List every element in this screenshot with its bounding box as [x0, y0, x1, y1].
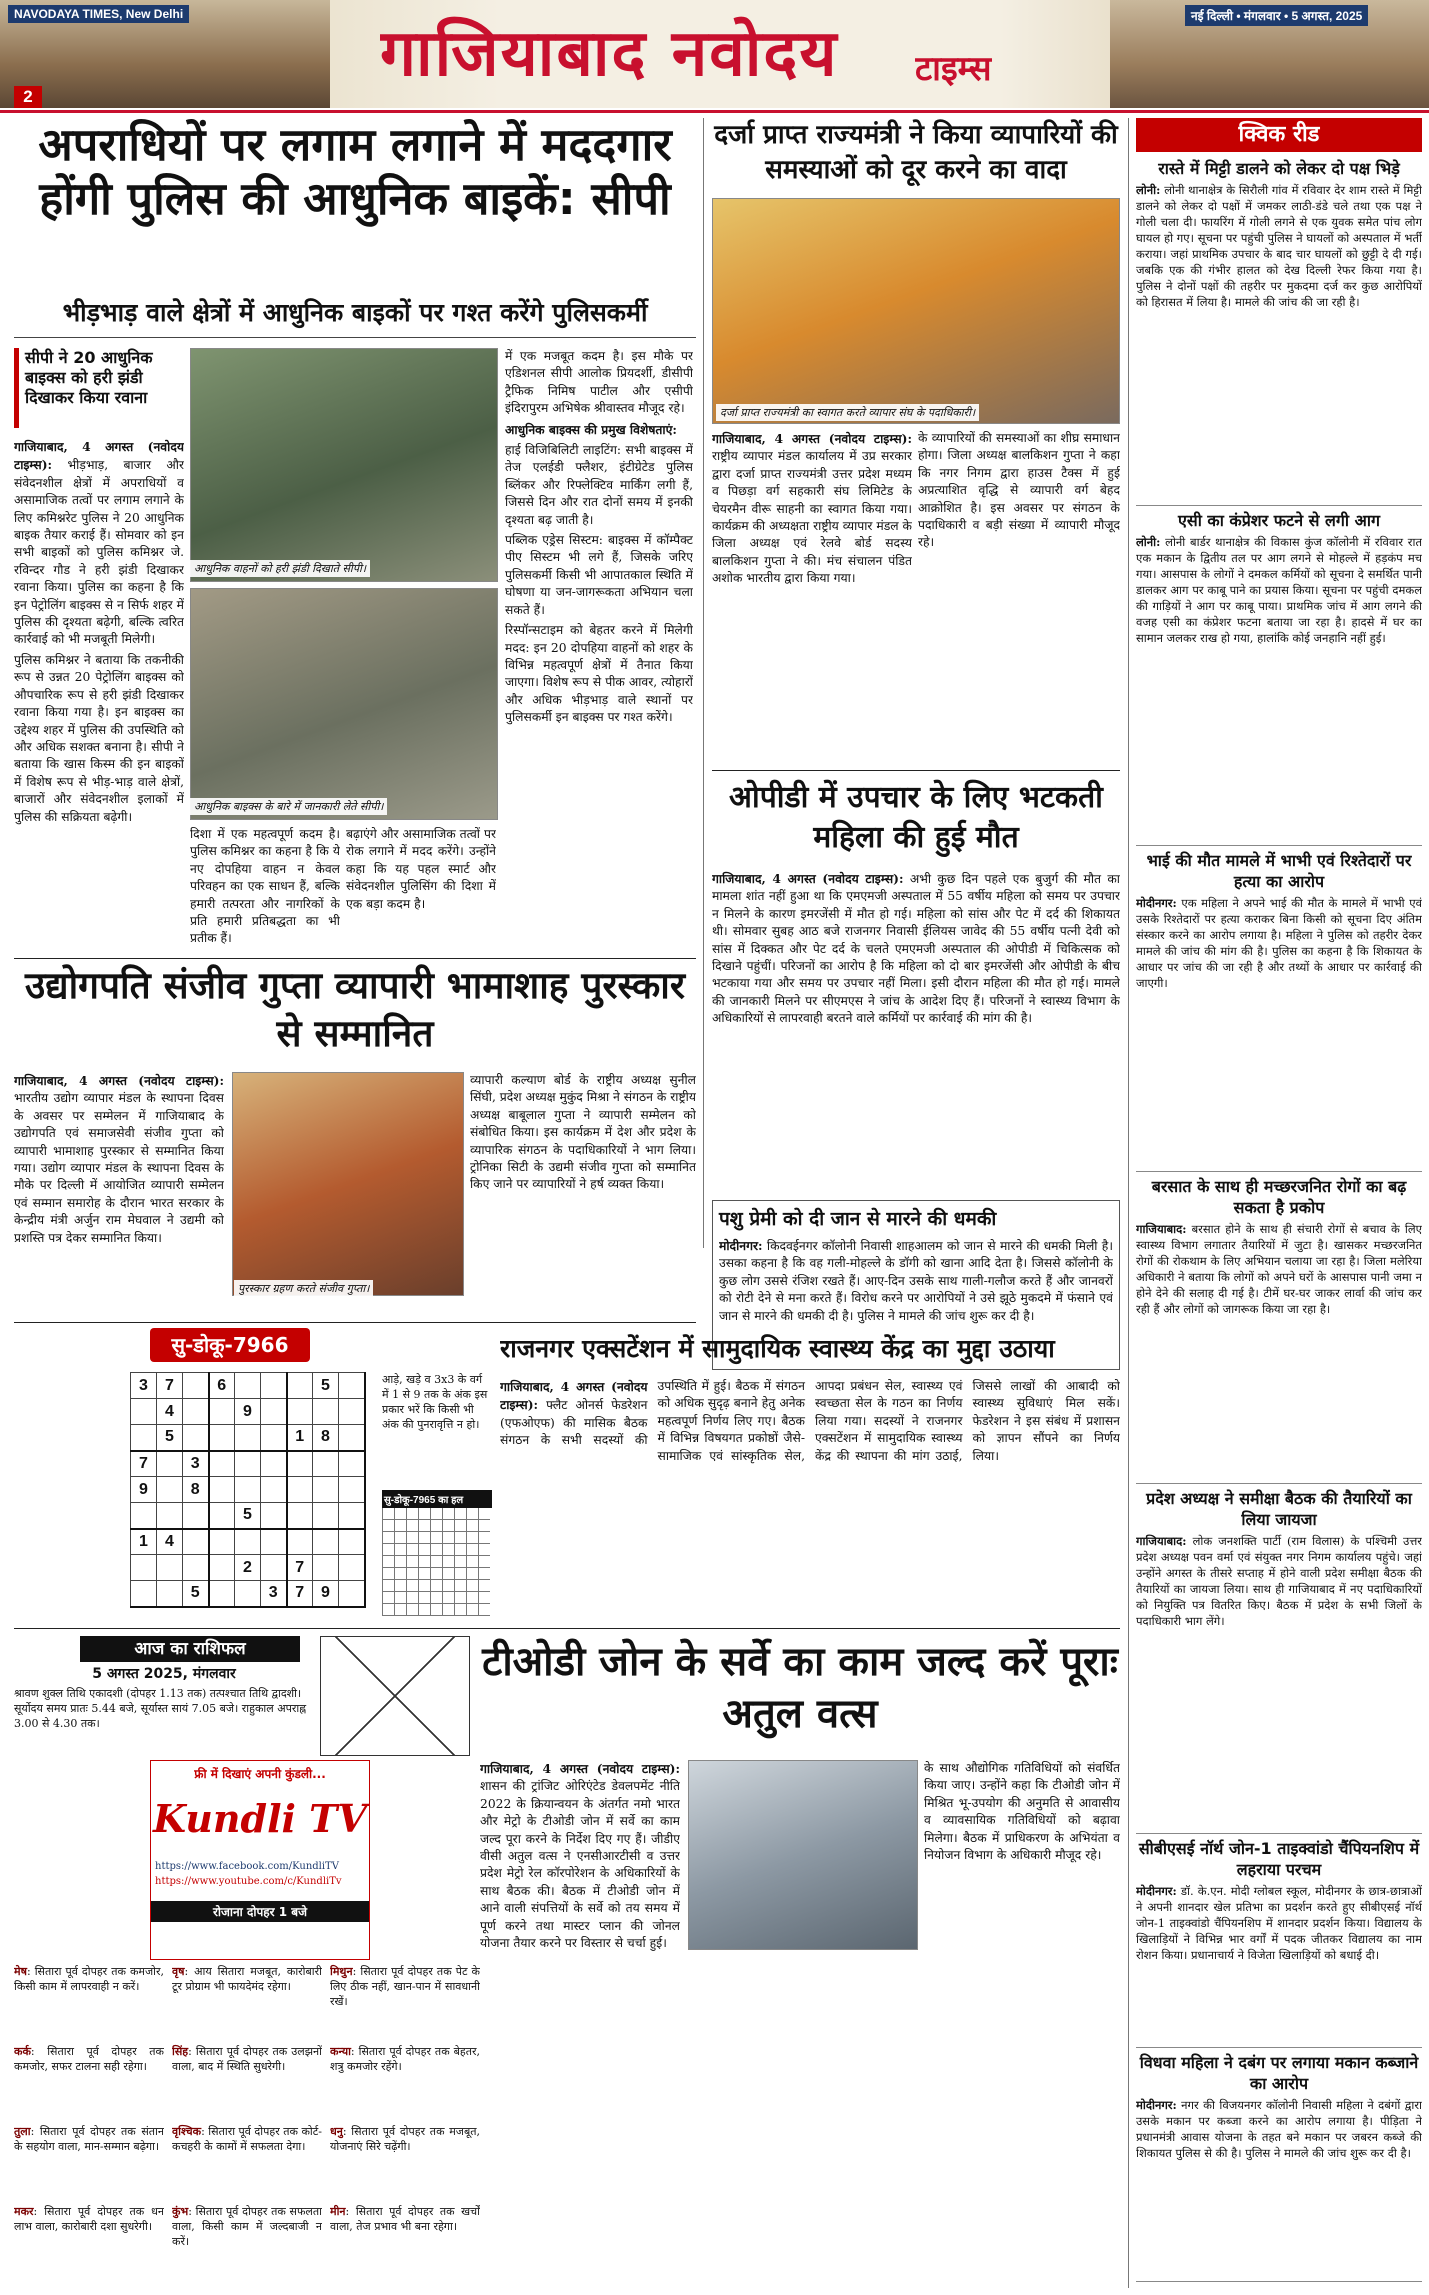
udyog-headline: उद्योगपति संजीव गुप्ता व्यापारी भामाशाह पुरस्कार से सम्मानित: [25, 964, 685, 1055]
sudoku-cell: [235, 1581, 261, 1607]
sudoku-cell: [339, 1581, 365, 1607]
masthead-title: गाजियाबाद नवोदय: [380, 17, 839, 91]
sudoku-cell: [339, 1529, 365, 1555]
quick-item-body: लोनी थानाक्षेत्र के सिरौली गांव में रविवार देर शाम रास्ते में मिट्टी डालने को लेकर दो पक्षों में जमकर लाठी-डंडे चले तथा एक पक्ष ने गोली चला दी। फायरिंग में गोली लगने से एक युवक समेत पांच लोग घायल हो गए। सूचना पर पहुंची पुलिस ने घायलों को अस्पताल में भर्ती कराया। जहां प्राथमिक उपचार के बाद चार घायलों को छुट्टी दे दी गई। जबकि एक की गंभीर हालत को देख दिल्ली रेफर किया गया है। पुलिस ने दोनों पक्षों की तहरीर पर मुकदमा दर्ज कर कुछ आरोपियों को हिरासत में लिया है। मामले की जांच की जा रही है।: [1136, 183, 1422, 309]
sudoku-cell: [235, 1477, 261, 1503]
sudoku-cell: [313, 1555, 339, 1581]
rashi-text: सितारा पूर्व दोपहर तक बेहतर, शत्रु कमजोर रहेंगे।: [330, 2045, 480, 2073]
quick-item-headline: रास्ते में मिट्टी डालने को लेकर दो पक्ष भिड़े: [1158, 159, 1400, 178]
rashi-item: मकर: सितारा पूर्व दोपहर तक धन लाभ वाला, कारोबारी दशा सुधरेगी।: [14, 2205, 164, 2233]
sudoku-grid: [130, 1372, 366, 1608]
rashi-name: वृश्चिक: [172, 2125, 202, 2138]
sudoku-label-text: सु-डोकू-7966: [171, 1333, 289, 1357]
main-body-1-text: भीड़भाड़, बाजार और संवेदनशील क्षेत्रों में अपराधियों व असामाजिक तत्वों पर लगाम लगाने के लिए कमिश्नरेट पुलिस ने 20 आधुनिक बाइक तैयार कराई हैं। सोमवार को इन सभी बाइकों को पुलिस कमिश्नर जे. रविन्दर गौड ने हरी झंडी दिखाकर रवाना किया। पुलिस का कहना है कि इन पेट्रोलिंग बाइक्स से न सिर्फ शहर में पुलिस की दृश्यता बढ़ेगी, बल्कि त्वरित कार्रवाई को भी मजबूती मिलेगी।: [14, 458, 184, 647]
quick-item-headline: भाई की मौत मामले में भाभी एवं रिश्तेदारों पर हत्या का आरोप: [1146, 851, 1412, 891]
quick-item: [1136, 1488, 1422, 1834]
main-caption-1: आधुनिक वाहनों को हरी झंडी दिखाते सीपी।: [190, 560, 370, 577]
rajnagar-body: [500, 1378, 1120, 1624]
sudoku-cell: [209, 1477, 235, 1503]
todzone-body: [480, 1760, 680, 2280]
sudoku-cell: [261, 1555, 287, 1581]
rajnagar-body-text: फ्लैट ओनर्स फेडरेशन (एफओएफ) की मासिक बैठक संगठन के सभी सदस्यों की उपस्थिति में हुई। बैठक में संगठन को अधिक सुदृढ़ बनाने हेतु अनेक महत्वपूर्ण निर्णय लिए गए। बैठक में विभिन्न विषयगत प्रकोष्ठों जैसे-सामाजिक एवं सांस्कृतिक सेल, आपदा प्रबंधन सेल, स्वास्थ्य एवं स्वच्छता सेल के गठन का निर्णय लिया गया। सदस्यों ने राजनगर एक्सटेंशन में सामुदायिक स्वास्थ्य केंद्र की स्थापना की मांग उठाई, जिससे लाखों की आबादी को स्वास्थ्य सुविधाएं मिल सकें। फेडरेशन ने इस संबंध में प्रशासन को ज्ञापन सौंपने का निर्णय लिया।: [500, 1379, 1120, 1463]
sudoku-cell: [209, 1451, 235, 1477]
rashi-name: तुला: [14, 2125, 31, 2138]
masthead-rule: [0, 110, 1429, 113]
rashi-name: मिथुन: [330, 1965, 353, 1978]
rashi-name: वृष: [172, 1965, 185, 1978]
rashi-name: कन्या: [330, 2045, 351, 2058]
quick-item: [1136, 850, 1422, 1172]
rashi-item: मिथुन: सितारा पूर्व दोपहर तक पेट के लिए ठीक नहीं, खान-पान में सावधानी रखें।: [330, 1965, 480, 2008]
udyog-dateline: गाजियाबाद, 4 अगस्त (नवोदय टाइम्स):: [14, 1073, 224, 1088]
sudoku-cell: [209, 1581, 235, 1607]
rashifal-promo-box: [150, 1760, 370, 1960]
quick-item-place: मोदीनगर:: [1136, 1884, 1177, 1898]
rashi-item: मीन: सितारा पूर्व दोपहर तक खर्चों वाला, तेज प्रभाव भी बना रहेगा।: [330, 2205, 480, 2233]
sudoku-cell: [157, 1451, 183, 1477]
sudoku-cell: [339, 1425, 365, 1451]
vyapari-dateline: गाजियाबाद, 4 अगस्त (नवोदय टाइम्स):: [712, 431, 912, 446]
sudoku-cell: [183, 1399, 209, 1425]
rashi-text: सितारा पूर्व दोपहर तक सफलता वाला, किसी काम में जल्दबाजी न करें।: [172, 2205, 322, 2248]
pashu-dateline: मोदीनगर:: [719, 1238, 763, 1253]
opd-body-text: अभी कुछ दिन पहले एक बुजुर्ग की मौत का मामला शांत नहीं हुआ था कि एमएमजी अस्पताल में 55 वर्षीय महिला को समय पर उपचार न मिलने के कारण इमरजेंसी में मौत हो गई। महिला को सांस और पेट में दर्द की शिकायत थी। सोमवार सुबह आठ बजे राजनगर निवासी ईलियस जावेद की 55 वर्षीय पत्नी देवी को सांस में दिक्कत और पेट दर्द के चलते एमएमजी अस्पताल की ओपीडी में चिकित्सक को दिखाने पहुंचीं। परिजनों का आरोप है कि महिला को दो बार इमरजेंसी और ओपीडी के बीच भटकाया गया और समय पर उपचार नहीं मिला। इसी दौरान महिला की मौत हो गई। मामले की जानकारी मिलने पर सीएमएस ने जांच के आदेश दिए हैं। परिजनों ने स्वास्थ्य विभाग के अधिकारियों से लापरवाही बरतने वाले कर्मियों पर कार्रवाई की मांग की है।: [712, 872, 1120, 1026]
quick-item: [1136, 158, 1422, 506]
main-kicker-text: सीपी ने 20 आधुनिक बाइक्स को हरी झंडी दिखाकर किया रवाना: [25, 348, 153, 407]
main-subhead: भीड़भाड़ वाले क्षेत्रों में आधुनिक बाइकों पर गश्त करेंगे पुलिसकर्मी: [14, 296, 696, 338]
col-rule-right: [1128, 118, 1129, 2288]
masthead: [0, 0, 1429, 108]
rashifal-yt[interactable]: https://www.youtube.com/c/KundliTv: [155, 1876, 342, 1887]
sudoku-cell: 3: [183, 1451, 209, 1477]
vyapari-body: [712, 430, 912, 766]
sudoku-cell: [235, 1425, 261, 1451]
sudoku-cell: [157, 1581, 183, 1607]
sudoku-cell: 2: [235, 1555, 261, 1581]
rule-sudoku: [14, 1322, 696, 1323]
sudoku-cell: [339, 1477, 365, 1503]
main-body-4: दिशा में एक महत्वपूर्ण कदम है। पुलिस कमिश्नर का कहना है कि ये नए दोपहिया वाहन न केवल परिवहन का एक साधन हैं, बल्कि हमारी तत्परता और नागरिकों के प्रति हमारी प्रतिबद्धता का भी प्रतीक हैं।: [190, 827, 340, 946]
main-body-5: बढ़ाएंगे और असामाजिक तत्वों पर रोक लगाने में मदद करेंगे। उन्होंने कहा कि यह पहल स्मार्ट और संवेदनशील पुलिसिंग की दिशा में एक बड़ा कदम है।: [346, 827, 496, 911]
main-dateline: गाजियाबाद, 4 अगस्त (नवोदय टाइम्स):: [14, 439, 184, 473]
sudoku-cell: [287, 1451, 313, 1477]
quick-item: [1136, 510, 1422, 846]
kundli-chart: [320, 1636, 470, 1756]
features-head: आधुनिक बाइक्स की प्रमुख विशेषताएं:: [505, 421, 677, 437]
udyog-body-2: व्यापारी कल्याण बोर्ड के राष्ट्रीय अध्यक्ष सुनील सिंघी, प्रदेश अध्यक्ष मुकुंद मिश्रा ने संगठन के राष्ट्रीय अध्यक्ष बाबूलाल गुप्ता ने व्यापारी सम्मेलन को संबोधित किया। इस कार्यक्रम में देश और प्रदेश के व्यापारिक संगठन के पदाधिकारियों ने भाग लिया। ट्रोनिका सिटी के उद्यमी संजीव गुप्ता को सम्मानित किए जाने पर व्यापारियों ने हर्ष व्यक्त किया।: [470, 1073, 696, 1192]
sudoku-cell: [339, 1451, 365, 1477]
sudoku-cell: 6: [209, 1373, 235, 1399]
rashi-item: सिंह: सितारा पूर्व दोपहर तक उलझनों वाला, बाद में स्थिति सुधरेगी।: [172, 2045, 322, 2073]
sudoku-cell: [209, 1425, 235, 1451]
quick-item-place: लोनी:: [1136, 535, 1161, 549]
quick-item: [1136, 1176, 1422, 1484]
rashi-text: सितारा पूर्व दोपहर तक संतान के सहयोग वाला, मान-सम्मान बढ़ेगा।: [14, 2125, 164, 2153]
sudoku-cell: 3: [261, 1581, 287, 1607]
rashifal-time: रोजाना दोपहर 1 बजे: [151, 1901, 369, 1922]
todzone-body-text: शासन की ट्रांजिट ओरिएंटेड डेवलपमेंट नीति 2022 के क्रियान्वयन के अंतर्गत नमो भारत और मेट्रो के टीओडी जोन में सर्वे का काम जल्द पूरा करने के निर्देश दिए गए हैं। जीडीए वीसी अतुल वत्स ने एनसीआरटीसी व उत्तर प्रदेश मेट्रो रेल कॉरपोरेशन के अधिकारियों के साथ बैठक की। बैठक में टीओडी जोन में आने वाली संपत्तियों के सर्वे को तय समय में पूर्ण करने तथा मास्टर प्लान की जोनल योजना तैयार करने पर विस्तार से चर्चा हुई।: [480, 1779, 680, 1951]
quick-item-place: गाजियाबाद:: [1136, 1534, 1187, 1548]
sudoku-hint: आड़े, खड़े व 3x3 के वर्ग में 1 से 9 तक के अंक इस प्रकार भरें कि किसी भी अंक की पुनरावृत्ति न हो।: [382, 1373, 488, 1431]
sudoku-cell: [287, 1529, 313, 1555]
rashi-name: मीन: [330, 2205, 346, 2218]
opd-headline: ओपीडी में उपचार के लिए भटकती महिला की हुई मौत: [729, 780, 1103, 855]
sudoku-cell: [339, 1399, 365, 1425]
rashi-text: सितारा पूर्व दोपहर तक कमजोर, सफर टालना सही रहेगा।: [14, 2045, 164, 2073]
rashifal-title: [80, 1636, 300, 1662]
sudoku-cell: [131, 1399, 157, 1425]
main-kicker: [14, 348, 184, 428]
quick-item: [1136, 1838, 1422, 2048]
quick-item-body: डॉ. के.एन. मोदी ग्लोबल स्कूल, मोदीनगर के छात्र-छात्राओं ने अपनी शानदार खेल प्रतिभा का प्रदर्शन करते हुए सीबीएसई नॉर्थ जोन-1 ताइक्वांडो चैंपियनशिप में शानदार प्रदर्शन किया। विद्यालय के खिलाड़ियों ने विभिन्न भार वर्गों में पदक जीतकर विद्यालय का नाम रोशन किया। प्रधानाचार्य ने विजेता खिलाड़ियों को बधाई दी।: [1136, 1884, 1422, 1962]
opd-dateline: गाजियाबाद, 4 अगस्त (नवोदय टाइम्स):: [712, 871, 904, 886]
masthead-edition: NAVODAYA TIMES, New Delhi: [8, 5, 189, 23]
vyapari-caption: दर्जा प्राप्त राज्यमंत्री का स्वागत करते व्यापार संघ के पदाधिकारी।: [716, 404, 979, 421]
rashi-item: मेष: सितारा पूर्व दोपहर तक कमजोर, किसी काम में लापरवाही न करें।: [14, 1965, 164, 1993]
rashi-item: वृश्चिक: सितारा पूर्व दोपहर तक कोर्ट-कचहरी के कामों में सफलता देगा।: [172, 2125, 322, 2153]
vyapari-photo: [712, 198, 1120, 424]
sudoku-cell: [209, 1503, 235, 1529]
rashi-item: कन्या: सितारा पूर्व दोपहर तक बेहतर, शत्रु कमजोर रहेंगे।: [330, 2045, 480, 2073]
main-body-1: [14, 438, 184, 850]
sudoku-cell: 9: [131, 1477, 157, 1503]
sudoku-cell: 5: [313, 1373, 339, 1399]
vyapari-body-2: के व्यापारियों की समस्याओं का शीघ्र समाधान होगा। जिला अध्यक्ष बालकिशन गुप्ता ने कहा कि नगर निगम द्वारा हाउस टैक्स में हुई अप्रत्याशित वृद्धि से व्यापारी वर्ग बेहद आक्रोशित है। इस अवसर पर संगठन के पदाधिकारी व बड़ी संख्या में व्यापारी मौजूद रहे।: [918, 431, 1120, 550]
sudoku-cell: [235, 1373, 261, 1399]
quick-item-place: मोदीनगर:: [1136, 896, 1177, 910]
sudoku-cell: 4: [157, 1399, 183, 1425]
rashi-text: सितारा पूर्व दोपहर तक कमजोर, किसी काम में लापरवाही न करें।: [14, 1965, 164, 1993]
rashi-text: सितारा पूर्व दोपहर तक मजबूत, योजनाएं सिरे चढ़ेंगी।: [330, 2125, 480, 2153]
udyog-body: [14, 1072, 224, 1318]
quick-item-place: मोदीनगर:: [1136, 2098, 1177, 2112]
rashi-item: कर्क: सितारा पूर्व दोपहर तक कमजोर, सफर टालना सही रहेगा।: [14, 2045, 164, 2073]
sudoku-cell: 5: [157, 1425, 183, 1451]
rashi-item: तुला: सितारा पूर्व दोपहर तक संतान के सहयोग वाला, मान-सम्मान बढ़ेगा।: [14, 2125, 164, 2153]
quick-item-place: लोनी:: [1136, 183, 1161, 197]
sudoku-cell: 8: [313, 1425, 339, 1451]
main-photo-2: [190, 588, 498, 820]
sudoku-cell: [261, 1529, 287, 1555]
rule-rashifal: [14, 1628, 1120, 1629]
rajnagar-dateline: गाजियाबाद, 4 अगस्त (नवोदय टाइम्स):: [500, 1379, 648, 1413]
sudoku-cell: [287, 1477, 313, 1503]
rule-udyog: [14, 958, 696, 959]
rashi-item: वृष: आय सितारा मजबूत, कारोबारी टूर प्रोग्राम भी फायदेमंद रहेगा।: [172, 1965, 322, 1993]
sudoku-cell: [209, 1555, 235, 1581]
sudoku-cell: [183, 1503, 209, 1529]
sudoku-cell: [313, 1529, 339, 1555]
quick-item-body: एक महिला ने अपने भाई की मौत के मामले में भाभी एवं उसके रिश्तेदारों पर हत्या कराकर बिना किसी को सूचना दिए अंतिम संस्कार करने का आरोप लगाया है। महिला ने पुलिस को तहरीर देकर मामले की जांच की मांग की है। पुलिस का कहना है कि शिकायत के आधार पर जांच की जा रही है और तथ्यों के आधार पर कार्रवाई की जाएगी।: [1136, 896, 1422, 990]
sudoku-cell: 1: [287, 1425, 313, 1451]
rashi-name: कुंभ: [172, 2205, 189, 2218]
quick-item: [1136, 2052, 1422, 2282]
sudoku-cell: [183, 1555, 209, 1581]
rashifal-date: 5 अगस्त 2025, मंगलवार: [92, 1666, 236, 1682]
rashi-item: कुंभ: सितारा पूर्व दोपहर तक सफलता वाला, किसी काम में जल्दबाजी न करें।: [172, 2205, 322, 2248]
sudoku-cell: [157, 1555, 183, 1581]
vyapari-headline: दर्जा प्राप्त राज्यमंत्री ने किया व्यापारियों की समस्याओं को दूर करने का वादा: [714, 120, 1118, 185]
todzone-photo: [688, 1760, 918, 1950]
vyapari-body-text: राष्ट्रीय व्यापार मंडल कार्यालय में उप्र सरकार द्वारा दर्जा प्राप्त राज्यमंत्री उत्तर प्रदेश मध्यम व पिछड़ा वर्ग सहकारी संघ लिमिटेड के चेयरमैन वीरू साहनी का स्वागत किया गया। कार्यक्रम की अध्यक्षता राष्ट्रीय व्यापार मंडल के जिला अध्यक्ष एवं रेलवे बोर्ड सदस्य बालकिशन गुप्ता ने की। मंच संचालन पंडित अशोक भारतीय द्वारा किया गया।: [712, 449, 912, 586]
sudoku-cell: 3: [131, 1373, 157, 1399]
opd-body: [712, 870, 1120, 1190]
col-rule-main: [703, 118, 704, 1248]
sudoku-cell: [339, 1373, 365, 1399]
rashi-text: सितारा पूर्व दोपहर तक कोर्ट-कचहरी के कामों में सफलता देगा।: [172, 2125, 322, 2153]
masthead-suffix: टाइम्स: [915, 49, 992, 89]
quick-item-headline: सीबीएसई नॉर्थ जोन-1 ताइक्वांडो चैंपियनशिप में लहराया परचम: [1138, 1839, 1420, 1879]
quick-item-headline: बरसात के साथ ही मच्छरजनित रोगों का बढ़ सकता है प्रकोप: [1151, 1177, 1407, 1217]
rashi-text: आय सितारा मजबूत, कारोबारी टूर प्रोग्राम भी फायदेमंद रहेगा।: [172, 1965, 322, 1993]
sudoku-cell: [131, 1555, 157, 1581]
rashi-name: धनु: [330, 2125, 343, 2138]
udyog-body-text: भारतीय उद्योग व्यापार मंडल के स्थापना दिवस के अवसर पर सम्मेलन में गाजियाबाद के उद्योगपति एवं समाजसेवी संजीव गुप्ता को व्यापारी भामाशाह पुरस्कार से सम्मानित किया गया। उद्योग व्यापार मंडल के स्थापना दिवस के मौके पर दिल्ली में आयोजित व्यापारी सम्मेलन एवं सम्मान समारोह के दौरान भारत सरकार के केन्द्रीय मंत्री अर्जुन राम मेघवाल ने उद्यमी को प्रशस्ति पत्र देकर सम्मानित किया।: [14, 1091, 224, 1245]
feature-1: हाई विजिबिलिटी लाइटिंग: सभी बाइक्स में तेज एलईडी फ्लैशर, इंटीग्रेटेड पुलिस ब्लिंकर और रिफ्लेक्टिव मार्किंग लगी हैं, जिससे दिन और रात दोनों समय में इनकी दृश्यता बढ़ जाती है।: [505, 443, 693, 527]
quick-label: [1136, 118, 1422, 152]
sudoku-cell: 8: [183, 1477, 209, 1503]
quick-item-place: गाजियाबाद:: [1136, 1222, 1187, 1236]
sudoku-cell: [287, 1503, 313, 1529]
sudoku-cell: [131, 1425, 157, 1451]
quick-item-body: लोनी बार्डर थानाक्षेत्र की विकास कुंज कॉलोनी में रविवार रात एक मकान के द्वितीय तल पर आग लगने से मोहल्ले में हड़कंप मच गया। आसपास के लोगों ने दमकल कर्मियों को सूचना दे समर्थित पानी डालकर आग पर काबू पाने का प्रयास किया। सूचना पर पहुंची दमकल की गाड़ियों ने आग पर काबू पाया। प्राथमिक जांच में आग लगने की वजह एसी का कंप्रेशर फटना बताया जा रहा है। हादसे में घर का सामान जलकर राख हो गया, हालांकि कोई जनहानि नहीं हुई।: [1136, 535, 1422, 645]
sudoku-cell: [131, 1503, 157, 1529]
sudoku-cell: [261, 1503, 287, 1529]
sudoku-cell: 9: [313, 1581, 339, 1607]
sudoku-cell: [209, 1529, 235, 1555]
quick-label-text: क्विक रीड: [1238, 122, 1320, 147]
sudoku-cell: [261, 1373, 287, 1399]
sudoku-cell: [235, 1529, 261, 1555]
sudoku-cell: [183, 1529, 209, 1555]
sudoku-cell: [261, 1451, 287, 1477]
sudoku-cell: 7: [131, 1451, 157, 1477]
sudoku-cell: [261, 1477, 287, 1503]
quick-item-headline: विधवा महिला ने दबंग पर लगाया मकान कब्जाने का आरोप: [1139, 2053, 1419, 2093]
page-number: 2: [14, 86, 42, 108]
sudoku-cell: 7: [287, 1581, 313, 1607]
sudoku-cell: [157, 1477, 183, 1503]
sudoku-cell: [313, 1477, 339, 1503]
main-body-3-text: में एक मजबूत कदम है। इस मौके पर एडिशनल सीपी आलोक प्रियदर्शी, डीसीपी ट्रैफिक निमिष पाटील और एसीपी इंदिरापुरम अभिषेक श्रीवास्तव मौजूद रहे।: [505, 349, 693, 416]
rajnagar-headline: राजनगर एक्सटेंशन में सामुदायिक स्वास्थ्य केंद्र का मुद्दा उठाया: [500, 1334, 1055, 1363]
rashifal-title-text: आज का राशिफल: [134, 1639, 246, 1659]
sudoku-cell: 7: [287, 1555, 313, 1581]
rashifal-panchang: श्रावण शुक्ल तिथि एकादशी (दोपहर 1.13 तक) तत्पश्चात तिथि द्वादशी। सूर्योदय समय प्रातः 5.44 बजे, सूर्यास्त सायं 7.05 बजे। राहुकाल अपराह्न 3.00 से 4.30 तक।: [14, 1687, 307, 1730]
sudoku-cell: [235, 1451, 261, 1477]
sudoku-cell: [209, 1399, 235, 1425]
quick-item-headline: प्रदेश अध्यक्ष ने समीक्षा बैठक की तैयारियों का लिया जायजा: [1146, 1489, 1412, 1529]
sudoku-cell: [313, 1451, 339, 1477]
rashi-name: कर्क: [14, 2045, 31, 2058]
sudoku-cell: [183, 1425, 209, 1451]
sudoku-prev-label: सु-डोकू-7965 का हल: [382, 1490, 492, 1508]
sudoku-cell: [157, 1503, 183, 1529]
sudoku-cell: 1: [131, 1529, 157, 1555]
pashu-headline: पशु प्रेमी को दी जान से मारने की धमकी: [719, 1208, 997, 1230]
udyog-photo: [232, 1072, 464, 1296]
rashifal-fb[interactable]: https://www.facebook.com/KundliTV: [155, 1861, 339, 1872]
sudoku-prev-grid: [382, 1508, 490, 1616]
rashi-name: मेष: [14, 1965, 27, 1978]
rashi-item: धनु: सितारा पूर्व दोपहर तक मजबूत, योजनाएं सिरे चढ़ेंगी।: [330, 2125, 480, 2153]
rashifal-promo: फ्री में दिखाएं अपनी कुंडली...: [194, 1767, 326, 1781]
quick-item-body: लोक जनशक्ति पार्टी (राम विलास) के पश्चिमी उत्तर प्रदेश अध्यक्ष पवन वर्मा एवं संयुक्त नगर निगम कार्यालय पहुंचे। जहां उन्होंने अगस्त के तीसरे सप्ताह में होने वाली प्रदेश समीक्षा बैठक की तैयारियों का जायजा लिया। साथ ही गाजियाबाद में नए पदाधिकारियों को नियुक्ति पत्र वितरित किए। बैठक में प्रदेश के सभी जिलों के पदाधिकारी भाग लेंगे।: [1136, 1534, 1422, 1628]
sudoku-cell: 9: [235, 1399, 261, 1425]
rashi-text: सितारा पूर्व दोपहर तक उलझनों वाला, बाद में स्थिति सुधरेगी।: [172, 2045, 322, 2073]
sudoku-cell: [313, 1503, 339, 1529]
main-caption-2: आधुनिक बाइक्स के बारे में जानकारी लेते सीपी।: [190, 798, 387, 815]
rashi-text: सितारा पूर्व दोपहर तक धन लाभ वाला, कारोबारी दशा सुधरेगी।: [14, 2205, 164, 2233]
quick-item-headline: एसी का कंप्रेशर फटने से लगी आग: [1178, 511, 1380, 530]
rashi-text: सितारा पूर्व दोपहर तक पेट के लिए ठीक नहीं, खान-पान में सावधानी रखें।: [330, 1965, 480, 2008]
main-headline: अपराधियों पर लगाम लगाने में मददगार होंगी पुलिस की आधुनिक बाइकें: सीपी: [38, 118, 672, 225]
rashi-text: सितारा पूर्व दोपहर तक खर्चों वाला, तेज प्रभाव भी बना रहेगा।: [330, 2205, 480, 2233]
sudoku-cell: [261, 1399, 287, 1425]
feature-3: रिस्पॉन्सटाइम को बेहतर करने में मिलेगी मदद: इन 20 दोपहिया वाहनों को शहर के विभिन्न महत्वपूर्ण क्षेत्रों में तैनात किया जाएगा। विशेष रूप से पीक आवर, त्योहारों और अधिक भीड़भाड़ वाले स्थानों पर पुलिसकर्मी इन बाइक्स पर गश्त करेंगे।: [505, 623, 693, 725]
sudoku-cell: [183, 1373, 209, 1399]
todzone-dateline: गाजियाबाद, 4 अगस्त (नवोदय टाइम्स):: [480, 1761, 680, 1776]
udyog-caption: पुरस्कार ग्रहण करते संजीव गुप्ता।: [234, 1280, 373, 1297]
rashi-name: मकर: [14, 2205, 34, 2218]
sudoku-cell: 5: [183, 1581, 209, 1607]
quick-item-body: नगर की विजयनगर कॉलोनी निवासी महिला ने दबंगों द्वारा उसके मकान पर कब्जा करने का आरोप लगाया है। पीड़िता ने प्रधानमंत्री आवास योजना के तहत बने मकान पर जबरन कब्जे की शिकायत पुलिस से की है। पुलिस ने मामले की जांच शुरू कर दी है।: [1136, 2098, 1422, 2160]
main-body-2-text: पुलिस कमिश्नर ने बताया कि तकनीकी रूप से उन्नत 20 पेट्रोलिंग बाइक्स को औपचारिक रूप से हरी झंडी दिखाकर रवाना किया गया है। इन बाइक्स का उद्देश्य शहर में पुलिस की उपस्थिति को और अधिक सशक्त बनाना है। सीपी ने बताया कि खास किस्म की इन बाइकों में विशेष रूप से भीड़-भाड़ वाले क्षेत्रों, बाजारों और संवेदनशील इलाकों में पुलिस की सक्रियता बढ़ेगी।: [14, 652, 184, 824]
feature-2: पब्लिक एड्रेस सिस्टम: बाइक्स में कॉम्पैक्ट पीए सिस्टम भी लगे हैं, जिसके जरिए पुलिसकर्मी किसी भी आपातकाल स्थिति में घोषणा या जन-जागरूकता अभियान चला सकते हैं।: [505, 533, 693, 617]
sudoku-cell: [339, 1503, 365, 1529]
sudoku-label: [150, 1328, 310, 1362]
sudoku-cell: [287, 1373, 313, 1399]
main-body-3: [505, 348, 693, 824]
masthead-date: नई दिल्ली • मंगलवार • 5 अगस्त, 2025: [1185, 5, 1368, 26]
sudoku-cell: [131, 1581, 157, 1607]
todzone-body-2: के साथ औद्योगिक गतिविधियों को संवर्धित किया जाए। उन्होंने कहा कि टीओडी जोन में मिश्रित भू-उपयोग की अनुमति से आवासीय व व्यावसायिक गतिविधियों को बढ़ावा मिलेगा। बैठक में प्राधिकरण के अभियंता व नियोजन विभाग के अधिकारी मौजूद रहे।: [924, 1761, 1120, 1863]
quick-item-body: बरसात होने के साथ ही संचारी रोगों से बचाव के लिए स्वास्थ्य विभाग लगातार तैयारियों में जुटा है। खासकर मच्छरजनित रोगों की रोकथाम के लिए अभियान चलाया जा रहा है। जिला मलेरिया अधिकारी ने बताया कि लोगों को अपने घरों के आसपास पानी जमा न होने देने की सलाह दी गई है। टीमें घर-घर जाकर लार्वा की जांच कर रही हैं और लोगों को जागरूक किया जा रहा है।: [1136, 1222, 1422, 1316]
sudoku-cell: 7: [157, 1373, 183, 1399]
sudoku-cell: [261, 1425, 287, 1451]
sudoku-cell: [313, 1399, 339, 1425]
sudoku-cell: 5: [235, 1503, 261, 1529]
sudoku-cell: [339, 1555, 365, 1581]
rashi-name: सिंह: [172, 2045, 189, 2058]
rule-vyapari: [712, 770, 1120, 771]
todzone-headline: टीओडी जोन के सर्वे का काम जल्द करें पूराः अतुल वत्स: [482, 1639, 1118, 1737]
sudoku-cell: [287, 1399, 313, 1425]
rashifal-brand: Kundli TV: [153, 1796, 367, 1841]
sudoku-cell: 4: [157, 1529, 183, 1555]
main-photo-1: [190, 348, 498, 582]
pashu-body-text: किदवईनगर कॉलोनी निवासी शाहआलम को जान से मारने की धमकी मिली है। उसका कहना है कि वह गली-मोहल्ले के डॉगी को खाना आदि देता है। जिससे कॉलोनी के कुछ लोग उससे रंजिश रखते हैं। आए-दिन उसके साथ गाली-गलौज करते हैं और जानवरों को रोटी देने से मना करते हैं। विरोध करने पर आरोपियों ने उसे झूठे मुकदमे में फंसाने एवं जान से मारने की धमकी दी है। पुलिस ने मामले की जांच शुरू कर दी है।: [719, 1239, 1113, 1323]
